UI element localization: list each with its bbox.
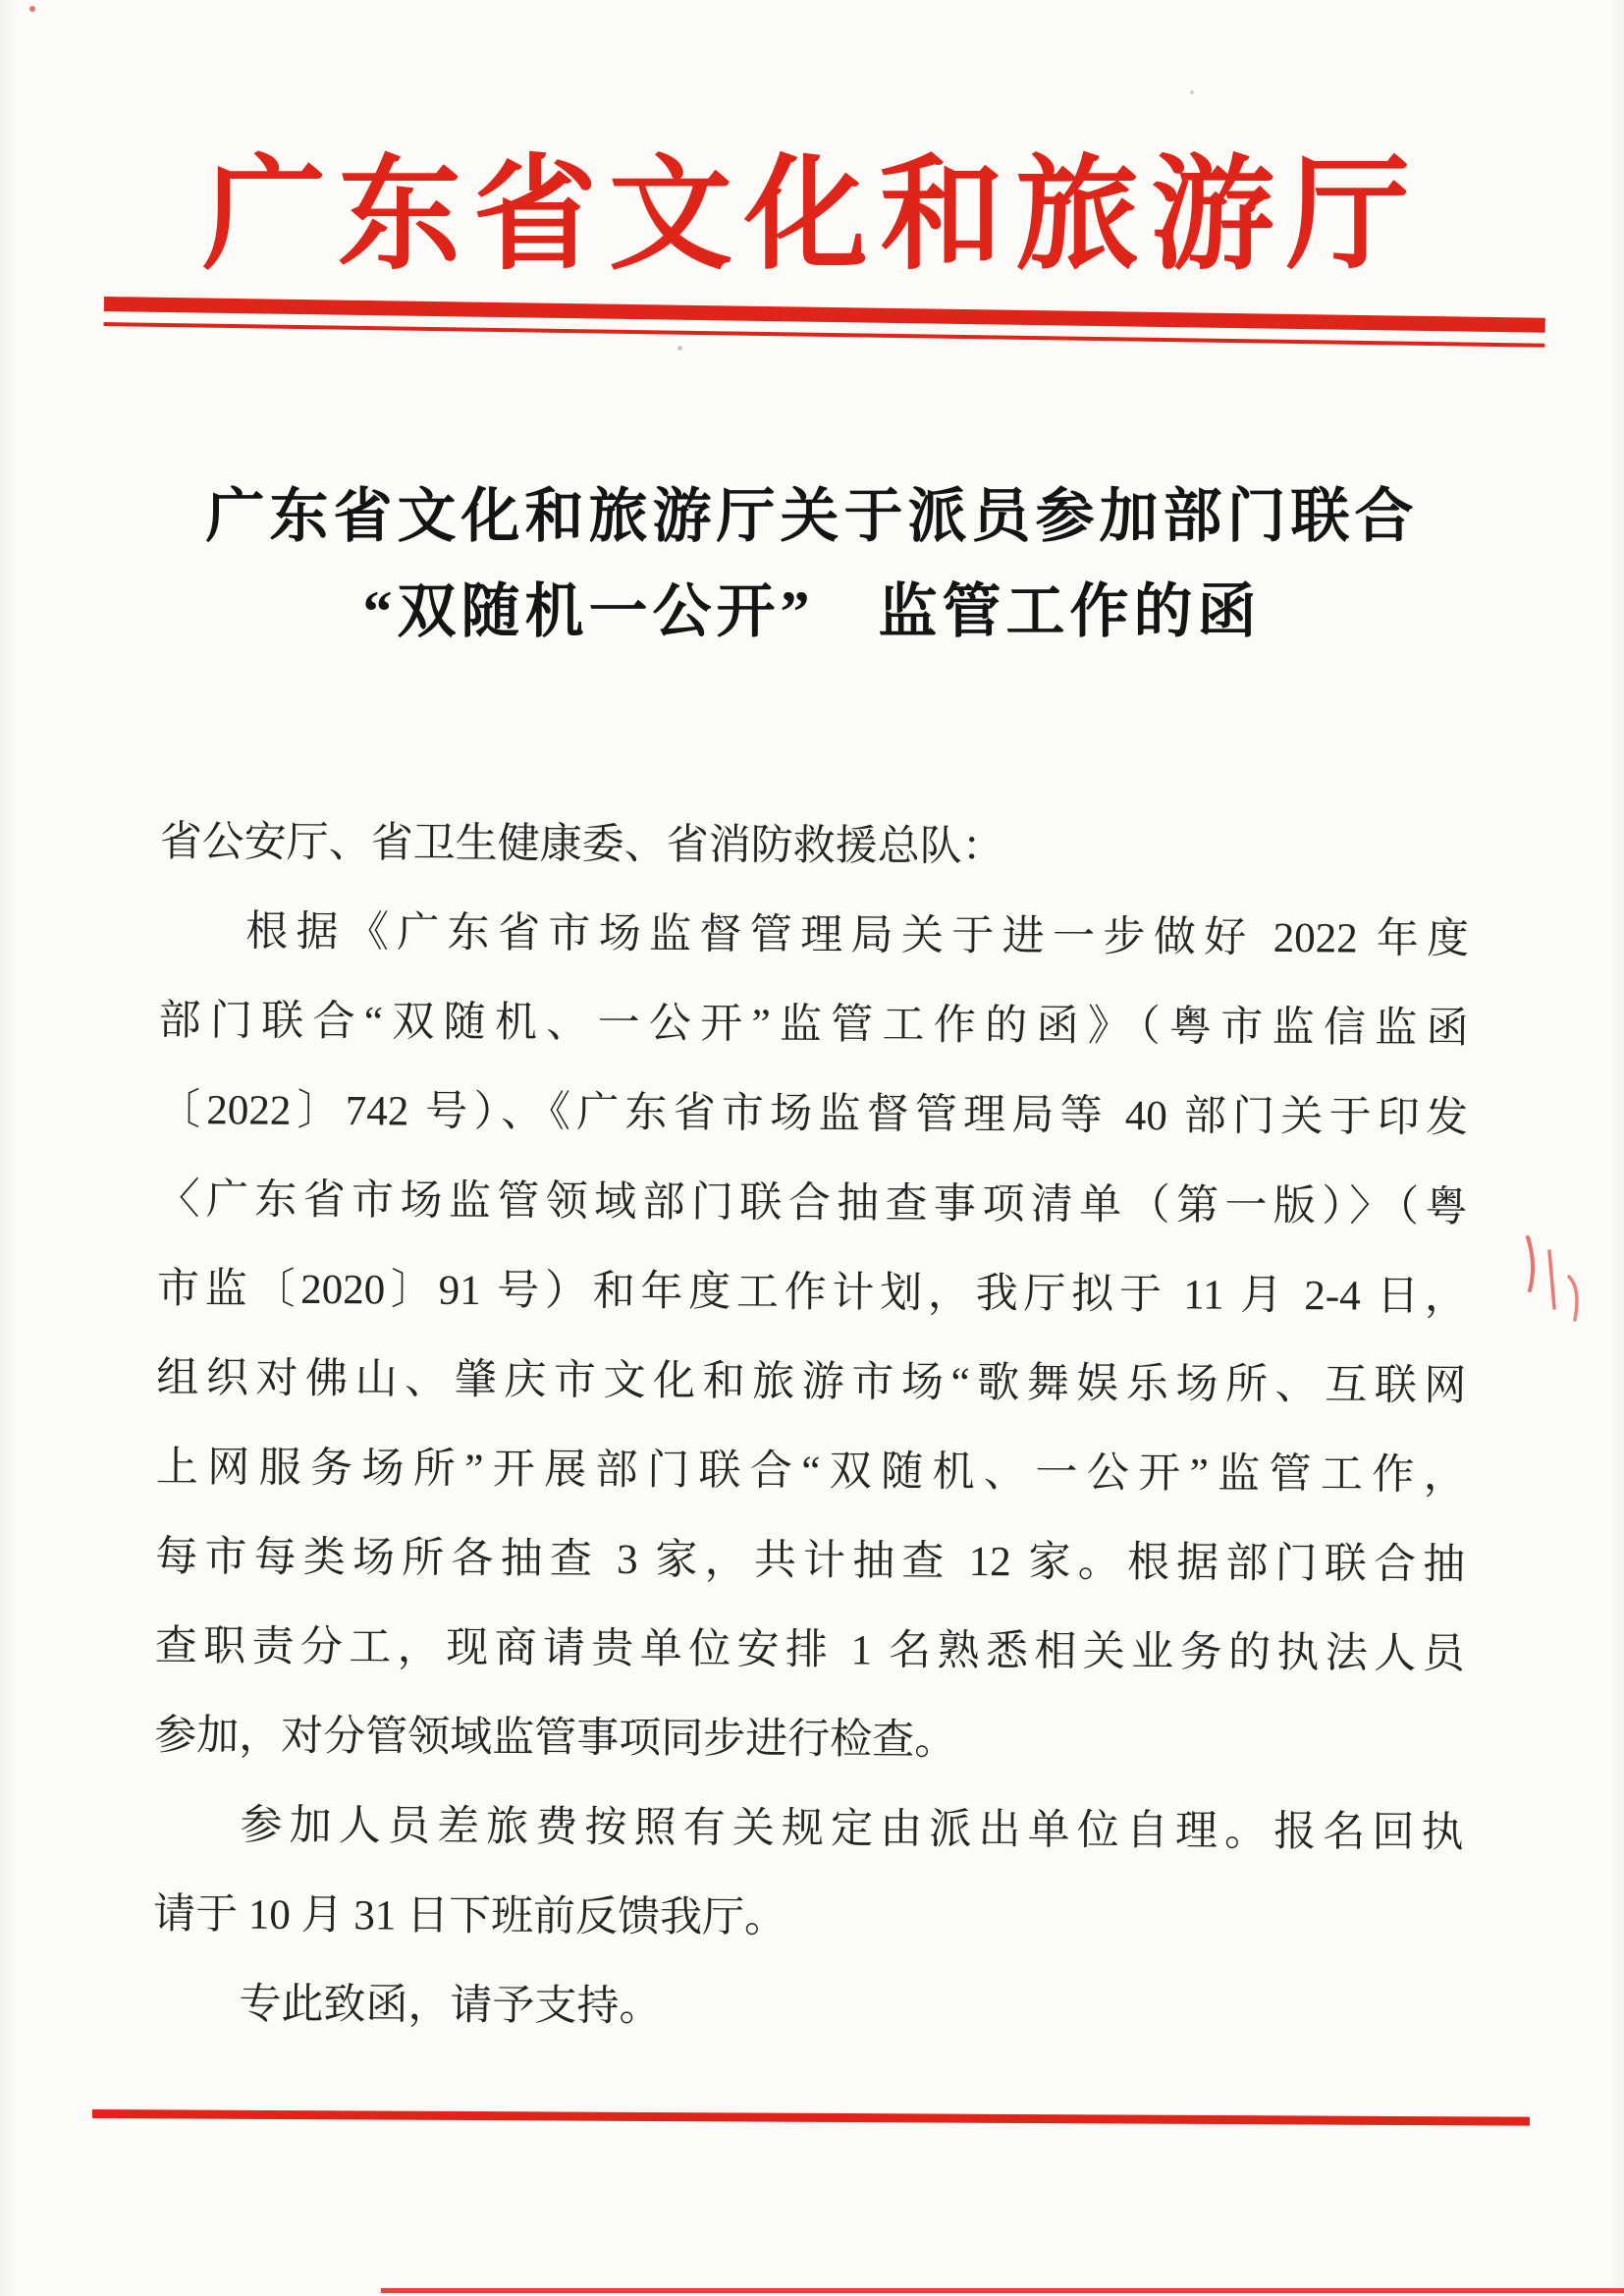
paragraph2-line1: 参加人员差旅费按照有关规定由派出单位自理。报名回执 (240, 1802, 1464, 1857)
paragraph2-line2: 请于 10 月 31 日下班前反馈我厅。 (152, 1890, 787, 1941)
document-body (152, 797, 1470, 2056)
paragraph1-line3: 〔2022〕742 号）、《广东省市场监督管理局等 40 部门关于印发 (157, 1086, 1469, 1142)
scan-speck-red (29, 6, 35, 12)
document-title-line1: 广东省文化和旅游厅关于派员参加部门联合 (205, 484, 1419, 549)
salutation-line: 省公安厅、省卫生健康委、省消防救援总队： (159, 818, 1004, 871)
paragraph1-line4: 〈广东省市场监管领域部门联合抽查事项清单（第一版）〉（粤 (157, 1175, 1468, 1231)
paragraph1-line7: 上网服务场所”开展部门联合“双随机、一公开”监管工作， (155, 1444, 1466, 1500)
paragraph1-line8: 每市每类场所各抽查 3 家，共计抽查 12 家。根据部门联合抽 (155, 1533, 1466, 1589)
paragraph1-line2: 部门联合“双随机、一公开”监管工作的函》（粤市监信监函 (158, 997, 1469, 1053)
paragraph1-line10: 参加，对分管领域监管事项同步进行检查。 (154, 1712, 957, 1764)
red-pen-margin-mark (1514, 1230, 1593, 1338)
document-title-line2: “双随机一公开” 监管工作的函 (362, 579, 1262, 644)
paragraph1-line1: 根据《广东省市场监督管理局关于进一步做好 2022 年度 (245, 908, 1470, 963)
scan-speck-gray (677, 346, 682, 351)
letterhead-org-title: 广东省文化和旅游厅 (202, 148, 1422, 285)
scan-speck-gray (1190, 90, 1194, 94)
paragraph1-line9: 查职责分工，现商请贵单位安排 1 名熟悉相关业务的执法人员 (154, 1622, 1465, 1678)
footer-rule (92, 2109, 1530, 2126)
page-bottom-edge-rule (381, 2288, 1624, 2293)
closing-line: 专此致函，请予支持。 (239, 1981, 662, 2031)
paragraph1-line5: 市监〔2020〕91 号）和年度工作计划，我厅拟于 11 月 2-4 日， (156, 1265, 1468, 1321)
document-title (0, 469, 1624, 660)
letterhead-divider (104, 297, 1545, 348)
paragraph1-line6: 组织对佛山、肇庆市文化和旅游市场“歌舞娱乐场所、互联网 (156, 1354, 1467, 1410)
